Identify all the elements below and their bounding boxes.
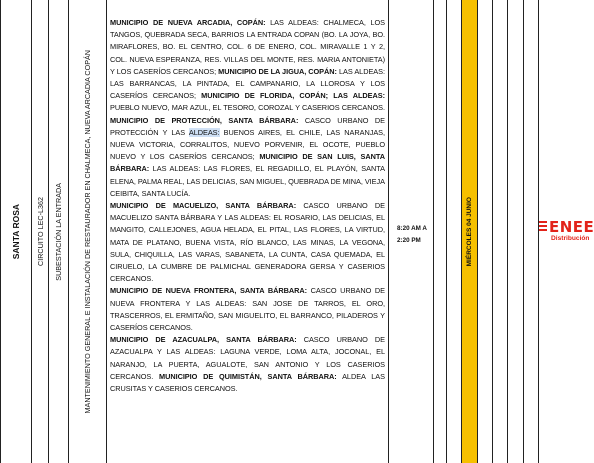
region-cell — [1, 0, 31, 463]
municipality-heading: MUNICIPIO DE NUEVA FRONTERA, SANTA BÁRBARA: — [110, 286, 307, 296]
grid-line — [523, 0, 524, 463]
logo-wordmark: ENEE — [549, 218, 594, 236]
day-column — [462, 0, 477, 463]
area-list: CASCO URBANO DE NUEVA FRONTERA Y LAS ALDEAS: SAN JOSE DE TARROS, EL ORO, TRASCERROS, EL ERMITAÑO, SAN MIGUELITO, EL BARRANCO, PILADEROS Y CASERÍOS CERCANOS. — [110, 286, 385, 333]
municipality-heading: MUNICIPIO DE FLORIDA, COPÁN; LAS ALDEAS: — [201, 91, 386, 101]
circuit-cell — [32, 0, 48, 463]
enee-mark-icon — [539, 221, 548, 233]
grid-line — [477, 0, 478, 463]
area-list: CASCO URBANO DE PROTECCIÓN Y LAS — [110, 115, 385, 137]
area-list: LAS ALDEAS: LAS BARRANCAS, LA PINTADA, EL CAMPANARIO, LA LLOROSA Y LOS CASERÍOS CERCANOS; — [110, 66, 385, 101]
municipality-heading: MUNICIPIO DE SAN LUIS, SANTA BÁRBARA: — [110, 152, 385, 174]
enee-logo — [539, 218, 594, 248]
logo-subtitle: Distribución — [551, 235, 590, 242]
outage-time — [397, 223, 427, 247]
grid-line — [492, 0, 493, 463]
time-end: 2:20 PM — [397, 237, 421, 244]
work-cell — [69, 0, 106, 463]
paragraph — [110, 334, 385, 395]
municipality-heading: MUNICIPIO DE PROTECCIÓN, SANTA BÁRBARA: — [110, 115, 299, 125]
time-start: 8:20 AM A — [397, 225, 427, 232]
grid-line — [388, 0, 389, 463]
area-list: ALDEA LAS CRUSITAS Y CASERIOS CERCANOS. — [110, 371, 386, 394]
grid-line — [106, 0, 107, 463]
area-list: CASCO URBANO DE MACUELIZO SANTA BÁRBARA Y LAS ALDEAS: EL ROSARIO, LAS DELICIAS, EL MANGITO, CALLEJONES, AGUA HELADA, EL PITAL, LAS FLORES, LA VIRTUD, MATA DE PLATANO, BUENA VISTA, RÍO BLANCO, LAS MINAS, LA VEGONA, SULA, CHIQUILLA, LAS VARAS, SABANETA, LA CUNTA, CASA QUEMADA, EL CIRUELO, LA CUMBRE DE PALMICHAL GENERADORA GERSA Y CASERIOS CERCANOS. — [110, 201, 385, 284]
paragraph — [110, 200, 385, 285]
municipality-heading: MUNICIPIO DE LA JIGUA, COPÁN: — [218, 66, 337, 76]
area-list: BUENOS AIRES, EL CHILE, LAS NARANJAS, NUEVA VICTORIA, CORRALITOS, NUEVO PORVENIR, EL OCOTE, PUEBLO NUEVO Y LOS CASERÍOS CERCANOS; — [110, 127, 385, 162]
area-list: PUEBLO NUEVO, MAR AZUL, EL TESORO, COROZAL Y CASERIOS CERCANOS. — [110, 103, 385, 113]
grid-line — [433, 0, 434, 463]
area-list: LAS ALDEAS: CHALMECA, LOS TANGOS, QUEBRADA SECA, BARRIOS LA ENTRADA COPAN (BO. LA JOYA, BO. MIRAFLORES, BO. EL CENTRO, COL. 6 DE ENERO, COL. MIRAVALLE 1 Y 2, COL. NUEVA ESPERANZA, RES. VILLAS DEL MONTE, RES. MARIA ANTONIETA) Y LOS CASERÍOS CERCANOS; — [110, 18, 385, 76]
municipality-heading: MUNICIPIO DE AZACUALPA, SANTA BÁRBARA: — [110, 335, 297, 345]
circuit-label: CIRCUITO LEC-L362 — [35, 197, 45, 266]
day-label: MIÉRCOLES 04 JUNIO — [466, 196, 473, 267]
affected-areas-text — [110, 17, 385, 395]
grid-line — [446, 0, 447, 463]
municipality-heading: MUNICIPIO DE NUEVA ARCADIA, COPÁN: — [110, 18, 266, 27]
grid-line — [507, 0, 508, 463]
substation-label: SUBESTACIÓN LA ENTRADA — [54, 182, 63, 281]
region-label: SANTA ROSA — [11, 203, 21, 260]
paragraph — [110, 17, 385, 200]
municipality-heading: MUNICIPIO DE QUIMISTÁN, SANTA BÁRBARA: — [159, 371, 337, 381]
work-description: MANTENIMIENTO GENERAL E INSTALACIÓN DE RESTAURADOR EN CHALMECA, NUEVA ARCADIA COPÁN — [83, 49, 92, 414]
area-list: LAS ALDEAS: LAS FLORES, EL REGADILLO, EL PLAYÓN, SANTA ELENA, PALMA REAL, LAS DELICIAS, SAN MIGUEL, QUEBRADA DE MINA, VIEJA CEIBITA, SANTA LUCÍA. — [110, 164, 385, 198]
area-list: CASCO URBANO DE AZACUALPA Y LAS ALDEAS: LAGUNA VERDE, LOMA ALTA, JOCONAL, EL NARANJO, LA PUERTA, AGUALOTE, SAN ANTONIO Y LOS CASERIOS CERCANOS. — [110, 335, 385, 381]
substation-cell — [49, 0, 68, 463]
municipality-heading: MUNICIPIO DE MACUELIZO, SANTA BÁRBARA: — [110, 201, 297, 211]
selected-text: ALDEAS: — [188, 127, 220, 137]
paragraph — [110, 285, 385, 334]
